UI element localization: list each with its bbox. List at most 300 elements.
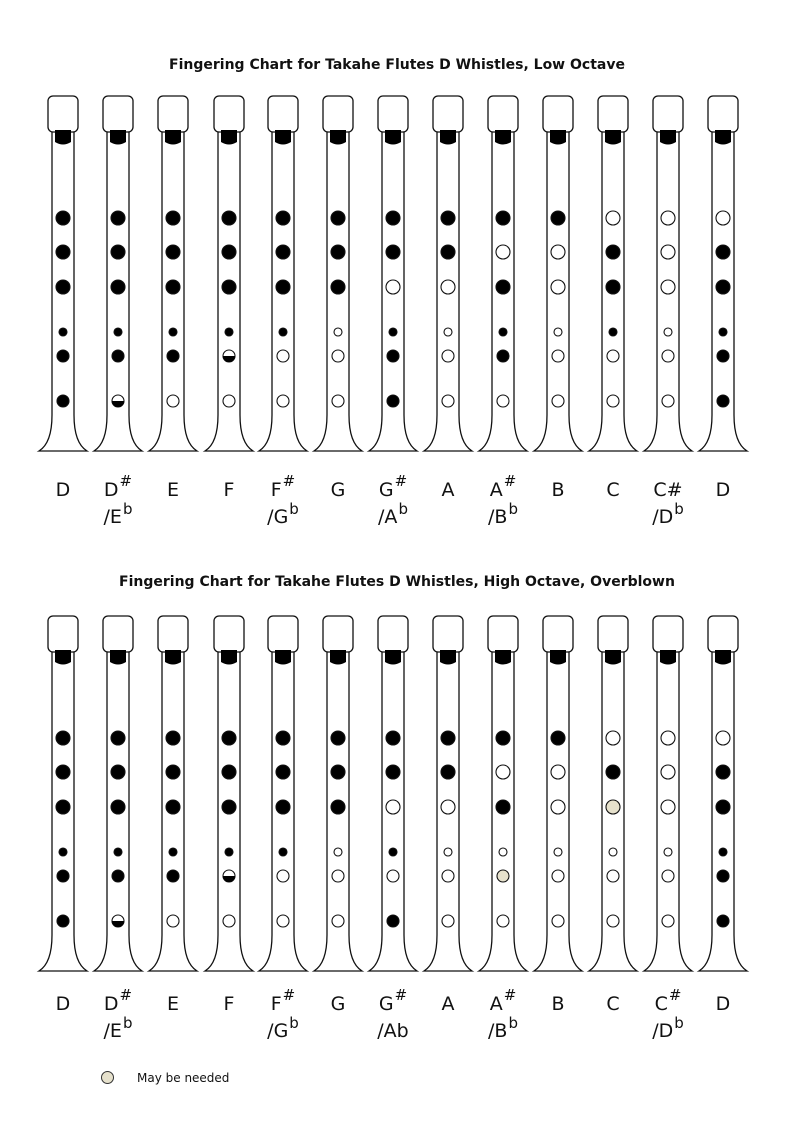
- hole-open: [277, 395, 289, 407]
- hole-closed: [441, 731, 455, 745]
- hole-open: [334, 328, 342, 336]
- note-label-0-3: [199, 479, 259, 506]
- whistle-mouthpiece: [378, 96, 408, 132]
- hole-open: [662, 870, 674, 882]
- hole-closed: [717, 395, 729, 407]
- whistle-1-3: [205, 616, 253, 971]
- enharmonic-name: /E: [103, 506, 122, 528]
- hole-open: [662, 350, 674, 362]
- hole-closed: [499, 328, 507, 336]
- whistle-1-9: [534, 616, 582, 971]
- hole-closed: [222, 280, 236, 294]
- whistle-mouthpiece: [158, 96, 188, 132]
- hole-open: [607, 395, 619, 407]
- sharp-sign: #: [282, 472, 296, 490]
- whistle-1-1: [94, 616, 142, 971]
- hole-closed: [719, 328, 727, 336]
- hole-closed: [331, 245, 345, 259]
- note-label-1-7: [418, 993, 478, 1020]
- whistle-mouthpiece: [214, 616, 244, 652]
- note-name: E: [166, 993, 179, 1015]
- hole-open: [277, 870, 289, 882]
- whistle-0-12: [699, 96, 747, 451]
- note-name: G: [330, 479, 346, 501]
- hole-open: [167, 395, 179, 407]
- hole-closed: [166, 800, 180, 814]
- whistle-0-6: [369, 96, 417, 451]
- whistle-0-1: [94, 96, 142, 451]
- whistle-window: [660, 130, 676, 145]
- hole-closed: [167, 350, 179, 362]
- sharp-sign: #: [282, 986, 296, 1004]
- note-label-1-0: [33, 993, 93, 1020]
- whistle-mouthpiece: [433, 616, 463, 652]
- note-name: F: [223, 993, 235, 1015]
- hole-closed: [111, 731, 125, 745]
- hole-closed: [56, 245, 70, 259]
- whistle-mouthpiece: [708, 96, 738, 132]
- hole-closed: [114, 328, 122, 336]
- hole-closed: [59, 328, 67, 336]
- note-label-0-5: [308, 479, 368, 506]
- whistle-0-7: [424, 96, 472, 451]
- flat-sign: b: [289, 1014, 299, 1032]
- hole-closed: [112, 350, 124, 362]
- hole-open: [662, 915, 674, 927]
- whistle-mouthpiece: [48, 616, 78, 652]
- whistle-mouthpiece: [433, 96, 463, 132]
- whistle-window: [385, 130, 401, 145]
- hole-closed: [276, 765, 290, 779]
- chart-title-low-octave: Fingering Chart for Takahe Flutes D Whistles, Low Octave: [169, 57, 625, 73]
- whistle-window: [440, 130, 456, 145]
- whistle-window: [715, 130, 731, 145]
- enharmonic-name: /E: [103, 1020, 122, 1042]
- flat-sign: b: [674, 500, 684, 518]
- hole-open: [661, 731, 675, 745]
- note-label-0-10: [583, 479, 643, 506]
- whistle-1-0: [39, 616, 87, 971]
- hole-open: [497, 915, 509, 927]
- hole-closed: [59, 848, 67, 856]
- note-label-1-5: [308, 993, 368, 1020]
- hole-closed: [331, 211, 345, 225]
- hole-closed: [386, 211, 400, 225]
- hole-closed: [331, 280, 345, 294]
- hole-closed: [222, 731, 236, 745]
- hole-open: [607, 350, 619, 362]
- hole-closed: [496, 280, 510, 294]
- hole-open: [444, 328, 452, 336]
- hole-open: [332, 870, 344, 882]
- hole-closed: [606, 245, 620, 259]
- whistle-0-10: [589, 96, 637, 451]
- hole-closed: [551, 211, 565, 225]
- note-label-0-1: [88, 472, 148, 533]
- hole-closed: [111, 245, 125, 259]
- hole-closed: [166, 211, 180, 225]
- whistle-1-6: [369, 616, 417, 971]
- hole-closed: [57, 350, 69, 362]
- enharmonic-name: /G: [267, 506, 289, 528]
- note-name: G: [378, 993, 394, 1015]
- whistle-mouthpiece: [323, 96, 353, 132]
- hole-open: [716, 731, 730, 745]
- flat-sign: b: [674, 1014, 684, 1032]
- whistle-mouthpiece: [268, 616, 298, 652]
- whistle-window: [495, 130, 511, 145]
- sharp-sign: #: [394, 472, 408, 490]
- note-label-0-0: [33, 479, 93, 506]
- whistle-1-12: [699, 616, 747, 971]
- note-label-1-1: [88, 986, 148, 1047]
- note-name: D: [55, 993, 71, 1015]
- hole-closed: [387, 915, 399, 927]
- enharmonic-name: /D: [652, 1020, 674, 1042]
- note-label-1-12: [693, 993, 753, 1020]
- hole-closed: [57, 395, 69, 407]
- note-label-0-12: [693, 479, 753, 506]
- hole-closed: [222, 211, 236, 225]
- whistle-mouthpiece: [543, 616, 573, 652]
- hole-closed: [225, 848, 233, 856]
- whistle-1-11: [644, 616, 692, 971]
- hole-open: [661, 280, 675, 294]
- note-label-1-3: [199, 993, 259, 1020]
- hole-open: [441, 800, 455, 814]
- hole-closed: [56, 211, 70, 225]
- hole-open: [442, 350, 454, 362]
- hole-open: [496, 765, 510, 779]
- whistle-0-4: [259, 96, 307, 451]
- whistle-mouthpiece: [158, 616, 188, 652]
- hole-closed: [716, 800, 730, 814]
- whistle-window: [550, 650, 566, 665]
- hole-open: [609, 848, 617, 856]
- hole-closed: [387, 395, 399, 407]
- whistle-window: [165, 650, 181, 665]
- note-name: E: [166, 479, 179, 501]
- note-name: C: [654, 993, 668, 1015]
- note-name: C#: [653, 479, 683, 501]
- hole-closed: [111, 211, 125, 225]
- hole-closed: [716, 280, 730, 294]
- whistle-diagrams-low-octave: [0, 90, 794, 460]
- flat-sign: b: [122, 500, 133, 518]
- hole-open: [607, 915, 619, 927]
- whistle-window: [495, 650, 511, 665]
- whistle-mouthpiece: [708, 616, 738, 652]
- hole-open: [551, 280, 565, 294]
- hole-closed: [441, 245, 455, 259]
- note-label-1-10: [583, 993, 643, 1020]
- hole-open: [551, 765, 565, 779]
- hole-closed: [441, 765, 455, 779]
- note-label-0-8: [473, 472, 533, 533]
- hole-closed: [166, 245, 180, 259]
- hole-closed: [496, 800, 510, 814]
- hole-closed: [276, 211, 290, 225]
- hole-open: [386, 280, 400, 294]
- whistle-window: [660, 650, 676, 665]
- hole-closed: [389, 328, 397, 336]
- hole-open: [606, 211, 620, 225]
- hole-closed: [57, 870, 69, 882]
- hole-open: [442, 870, 454, 882]
- whistle-mouthpiece: [543, 96, 573, 132]
- note-name: C: [606, 993, 620, 1015]
- hole-open: [551, 800, 565, 814]
- hole-closed: [111, 800, 125, 814]
- whistle-0-2: [149, 96, 197, 451]
- hole-closed: [222, 800, 236, 814]
- whistle-mouthpiece: [653, 96, 683, 132]
- enharmonic-name: /Ab: [377, 1020, 409, 1042]
- hole-open: [167, 915, 179, 927]
- whistle-mouthpiece: [214, 96, 244, 132]
- hole-open: [551, 245, 565, 259]
- whistle-window: [55, 130, 71, 145]
- hole-open: [444, 848, 452, 856]
- hole-closed: [331, 800, 345, 814]
- hole-open: [334, 848, 342, 856]
- whistle-1-4: [259, 616, 307, 971]
- note-name: D: [103, 479, 119, 501]
- hole-closed: [276, 800, 290, 814]
- note-name: G: [330, 993, 346, 1015]
- whistle-1-7: [424, 616, 472, 971]
- hole-open: [661, 765, 675, 779]
- whistle-mouthpiece: [103, 96, 133, 132]
- whistle-diagrams-high-octave: [0, 610, 794, 980]
- hole-closed: [166, 765, 180, 779]
- hole-closed: [279, 328, 287, 336]
- hole-open: [552, 395, 564, 407]
- note-label-1-4: [253, 986, 313, 1047]
- hole-closed: [169, 848, 177, 856]
- enharmonic-name: /D: [652, 506, 674, 528]
- hole-closed: [57, 915, 69, 927]
- hole-open: [277, 915, 289, 927]
- hole-open: [223, 395, 235, 407]
- flat-sign: b: [289, 500, 299, 518]
- whistle-mouthpiece: [378, 616, 408, 652]
- note-label-1-8: [473, 986, 533, 1047]
- note-name: B: [551, 479, 565, 501]
- whistle-window: [385, 650, 401, 665]
- hole-open: [661, 800, 675, 814]
- note-label-0-11: [638, 479, 698, 533]
- hole-closed: [497, 350, 509, 362]
- hole-open: [607, 870, 619, 882]
- note-label-0-2: [143, 479, 203, 506]
- hole-open: [664, 328, 672, 336]
- whistle-0-0: [39, 96, 87, 451]
- note-name: G: [378, 479, 394, 501]
- whistle-mouthpiece: [653, 616, 683, 652]
- hole-open: [496, 245, 510, 259]
- enharmonic-name: /A: [378, 506, 398, 528]
- hole-closed: [112, 870, 124, 882]
- whistle-0-3: [205, 96, 253, 451]
- hole-open: [716, 211, 730, 225]
- note-name: D: [715, 993, 731, 1015]
- hole-closed: [167, 870, 179, 882]
- hole-closed: [717, 350, 729, 362]
- sharp-sign: #: [503, 472, 517, 490]
- whistle-0-9: [534, 96, 582, 451]
- flat-sign: b: [508, 1014, 518, 1032]
- whistle-1-2: [149, 616, 197, 971]
- note-name: A: [441, 993, 455, 1015]
- hole-open: [554, 848, 562, 856]
- note-name: D: [715, 479, 731, 501]
- hole-closed: [496, 211, 510, 225]
- hole-open: [661, 211, 675, 225]
- hole-closed: [56, 731, 70, 745]
- hole-open: [442, 395, 454, 407]
- whistle-1-5: [314, 616, 362, 971]
- hole-closed: [389, 848, 397, 856]
- hole-closed: [551, 731, 565, 745]
- hole-closed: [56, 280, 70, 294]
- hole-closed: [276, 731, 290, 745]
- hole-open: [277, 350, 289, 362]
- hole-open: [552, 915, 564, 927]
- hole-closed: [386, 245, 400, 259]
- note-name: C: [606, 479, 620, 501]
- note-name: D: [55, 479, 71, 501]
- whistle-mouthpiece: [103, 616, 133, 652]
- enharmonic-name: /G: [267, 1020, 289, 1042]
- hole-closed: [56, 800, 70, 814]
- flat-sign: b: [508, 500, 518, 518]
- hole-may-be-needed: [497, 870, 509, 882]
- hole-open: [662, 395, 674, 407]
- sharp-sign: #: [503, 986, 517, 1004]
- whistle-window: [165, 130, 181, 145]
- note-name: A: [489, 479, 503, 501]
- sharp-sign: #: [394, 986, 408, 1004]
- hole-closed: [717, 915, 729, 927]
- hole-closed: [331, 765, 345, 779]
- whistle-0-5: [314, 96, 362, 451]
- hole-open: [223, 915, 235, 927]
- legend-label: May be needed: [137, 1071, 230, 1085]
- hole-closed: [276, 280, 290, 294]
- legend-swatch-may-be-needed: [101, 1071, 114, 1084]
- whistle-mouthpiece: [323, 616, 353, 652]
- hole-closed: [56, 765, 70, 779]
- whistle-window: [275, 650, 291, 665]
- flat-sign: b: [398, 500, 408, 518]
- hole-closed: [111, 765, 125, 779]
- chart-title-high-octave: Fingering Chart for Takahe Flutes D Whistles, High Octave, Overblown: [119, 574, 675, 590]
- note-name: B: [551, 993, 565, 1015]
- whistle-mouthpiece: [598, 616, 628, 652]
- hole-closed: [222, 765, 236, 779]
- hole-open: [386, 800, 400, 814]
- note-label-1-11: [638, 986, 698, 1047]
- whistle-mouthpiece: [598, 96, 628, 132]
- whistle-window: [715, 650, 731, 665]
- hole-open: [442, 915, 454, 927]
- whistle-mouthpiece: [48, 96, 78, 132]
- note-label-0-4: [253, 472, 313, 533]
- whistle-window: [55, 650, 71, 665]
- whistle-window: [605, 130, 621, 145]
- hole-may-be-needed: [606, 800, 620, 814]
- hole-closed: [606, 280, 620, 294]
- hole-closed: [719, 848, 727, 856]
- note-label-0-7: [418, 479, 478, 506]
- hole-closed: [111, 280, 125, 294]
- note-label-0-9: [528, 479, 588, 506]
- whistle-window: [440, 650, 456, 665]
- hole-closed: [387, 350, 399, 362]
- whistle-0-8: [479, 96, 527, 451]
- sharp-sign: #: [119, 472, 133, 490]
- hole-open: [499, 848, 507, 856]
- hole-open: [554, 328, 562, 336]
- hole-closed: [276, 245, 290, 259]
- enharmonic-name: /B: [488, 506, 508, 528]
- note-label-1-6: [363, 986, 423, 1047]
- hole-open: [332, 350, 344, 362]
- enharmonic-name: /B: [488, 1020, 508, 1042]
- hole-closed: [609, 328, 617, 336]
- flat-sign: b: [122, 1014, 133, 1032]
- whistle-window: [110, 650, 126, 665]
- sharp-sign: #: [668, 986, 682, 1004]
- note-name: A: [489, 993, 503, 1015]
- whistle-window: [275, 130, 291, 145]
- whistle-window: [550, 130, 566, 145]
- note-name: D: [103, 993, 119, 1015]
- note-label-0-6: [363, 472, 423, 533]
- hole-closed: [386, 765, 400, 779]
- whistle-mouthpiece: [488, 96, 518, 132]
- whistle-mouthpiece: [488, 616, 518, 652]
- hole-closed: [225, 328, 233, 336]
- hole-closed: [279, 848, 287, 856]
- hole-open: [387, 870, 399, 882]
- hole-closed: [441, 211, 455, 225]
- whistle-1-8: [479, 616, 527, 971]
- note-name: F: [270, 479, 282, 501]
- hole-closed: [222, 245, 236, 259]
- hole-open: [441, 280, 455, 294]
- whistle-window: [221, 130, 237, 145]
- whistle-mouthpiece: [268, 96, 298, 132]
- hole-closed: [169, 328, 177, 336]
- hole-closed: [716, 245, 730, 259]
- hole-closed: [166, 280, 180, 294]
- hole-closed: [386, 731, 400, 745]
- note-name: A: [441, 479, 455, 501]
- whistle-window: [221, 650, 237, 665]
- hole-open: [332, 915, 344, 927]
- hole-closed: [331, 731, 345, 745]
- whistle-window: [605, 650, 621, 665]
- hole-open: [606, 731, 620, 745]
- note-name: F: [270, 993, 282, 1015]
- hole-open: [552, 870, 564, 882]
- hole-open: [497, 395, 509, 407]
- hole-open: [664, 848, 672, 856]
- sharp-sign: #: [119, 986, 133, 1004]
- note-label-1-2: [143, 993, 203, 1020]
